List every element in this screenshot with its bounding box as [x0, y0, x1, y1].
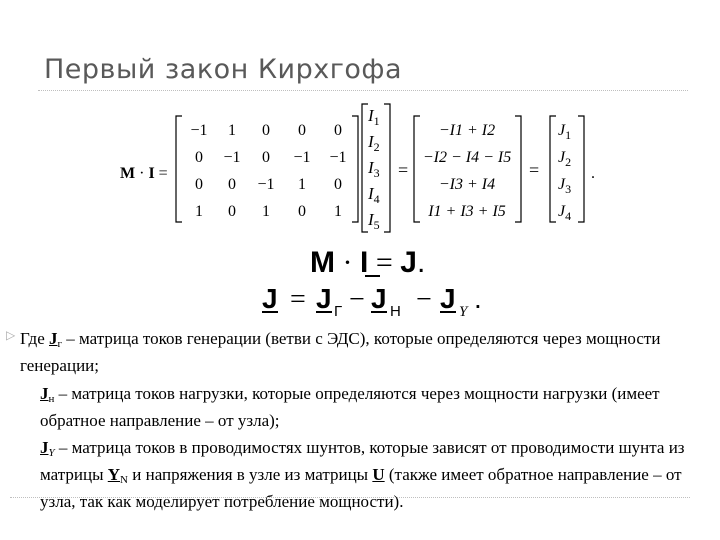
eq2-period: .	[416, 246, 426, 279]
vector-j-entry: $J_4$	[558, 203, 572, 223]
p3-symbol: J	[40, 438, 49, 457]
eq3-jg: J	[316, 283, 332, 314]
vector-sum-left-bracket	[414, 116, 420, 222]
eq3-equals: =	[290, 284, 306, 315]
eq3-minus2: −	[416, 284, 432, 315]
p3-sub: Y	[48, 447, 55, 459]
matrix-m-cell: 1	[195, 203, 203, 220]
lhs-dot: ·	[135, 165, 149, 182]
paragraph-generation	[20, 328, 700, 376]
vector-j-right-bracket	[578, 116, 584, 222]
vector-sum-right-bracket	[515, 116, 521, 222]
matrix-m-cell: 0	[298, 203, 306, 220]
bullet-arrow-icon: ▷	[6, 328, 16, 342]
vector-j-left-bracket	[550, 116, 556, 222]
matrix-m	[190, 122, 346, 220]
vector-j-entry: $J_2$	[558, 149, 572, 169]
eq3-jg-sub: Г	[334, 303, 343, 320]
bottom-divider	[10, 497, 690, 498]
matrix-m-cell: 0	[334, 122, 342, 139]
matrix-m-cell: 1	[298, 176, 306, 193]
p2-sub: н	[48, 393, 55, 405]
p1-symbol: J	[49, 329, 58, 348]
period-mark: .	[591, 165, 595, 182]
matrix-m-right-bracket	[352, 116, 358, 222]
p1-sub: г	[57, 338, 63, 350]
eq3-jy-sub: Y	[459, 304, 468, 320]
vector-j-entry: $J_1$	[558, 122, 572, 142]
eq2-i: I	[360, 246, 369, 279]
matrix-m-cell: 1	[262, 203, 270, 220]
eq3-minus1: −	[349, 284, 365, 315]
eq3-j: J	[262, 283, 278, 314]
vector-i-right-bracket	[384, 104, 390, 232]
equals-sign-2: =	[529, 160, 540, 180]
vector-i-entry: $I_3$	[368, 158, 380, 180]
vector-sum-entry: −I2 − I4 − I5	[422, 149, 512, 166]
vector-sum-entry: I1 + I3 + I5	[428, 203, 506, 220]
p3-symbol-y: Y	[107, 465, 121, 484]
matrix-m-cell: −1	[329, 149, 347, 166]
lhs-text	[120, 165, 168, 182]
matrix-m-cell: 0	[195, 149, 203, 166]
matrix-m-cell: 0	[262, 122, 270, 139]
matrix-m-cell: 0	[298, 122, 306, 139]
vector-j	[558, 122, 571, 223]
matrix-m-cell: −1	[223, 149, 241, 166]
p2-symbol: J	[40, 384, 49, 403]
matrix-m-cell: 1	[228, 122, 236, 139]
vector-i-entry: $I_1$	[368, 106, 380, 128]
slide-title: Первый закон Кирхгофа	[44, 54, 403, 85]
lhs-eq: =	[154, 165, 168, 182]
eq2-m: M	[310, 246, 335, 279]
eq2-j: J	[400, 246, 417, 279]
vector-i-entry: $I_5$	[368, 210, 380, 232]
equation-m-i-j	[310, 246, 425, 279]
eq3-jn: J	[371, 283, 387, 314]
vector-sum-entry: −I1 + I2	[438, 122, 496, 139]
vector-sum	[423, 122, 511, 220]
vector-j-entry: $J_3$	[558, 176, 572, 196]
p3-text2: и напряжения в узле из матрицы	[128, 465, 373, 484]
lhs-m: M	[120, 165, 136, 182]
p1-text: – матрица токов генерации (ветви с ЭДС), которые определяются через мощности генерации;	[20, 329, 661, 375]
matrix-m-cell: 1	[334, 203, 342, 220]
matrix-m-left-bracket	[176, 116, 182, 222]
eq2-eq: =	[368, 246, 401, 279]
eq3-jy: J	[440, 283, 456, 314]
p3-text3: (также имеет обратное направление – от узла, так как моделирует потребление мощности).	[40, 465, 682, 511]
eq2-dot: ·	[335, 246, 360, 279]
matrix-m-cell: 0	[262, 149, 270, 166]
vector-sum-entry: −I3 + I4	[438, 176, 496, 193]
matrix-m-cell: −1	[293, 149, 311, 166]
p3-sub-n: N	[120, 474, 128, 486]
eq3-jn-sub: Н	[390, 303, 401, 320]
p3-text1: – матрица токов в проводимостях шунтов, которые зависят от проводимости шунта из матрицы	[40, 438, 685, 484]
paragraph-shunt	[20, 437, 720, 512]
equals-sign-1: =	[398, 160, 409, 180]
matrix-m-cell: 0	[228, 203, 236, 220]
p3-symbol-u: U	[372, 465, 385, 484]
paragraph-load	[20, 383, 720, 431]
lhs-i: I	[148, 165, 155, 182]
matrix-m-cell: −1	[257, 176, 275, 193]
equation-j-decomposition	[262, 283, 482, 320]
vector-i	[367, 106, 380, 232]
matrix-m-cell: −1	[190, 122, 208, 139]
matrix-m-cell: 0	[334, 176, 342, 193]
matrix-m-cell: 0	[228, 176, 236, 193]
matrix-m-cell: 0	[195, 176, 203, 193]
eq3-period: .	[474, 283, 482, 314]
p2-text: – матрица токов нагрузки, которые определяются через мощности нагрузки (имеет обратное направление – от узла);	[40, 384, 660, 430]
vector-i-entry: $I_2$	[368, 132, 380, 154]
vector-i-entry: $I_4$	[368, 184, 380, 206]
p1-lead: Где	[20, 329, 49, 348]
